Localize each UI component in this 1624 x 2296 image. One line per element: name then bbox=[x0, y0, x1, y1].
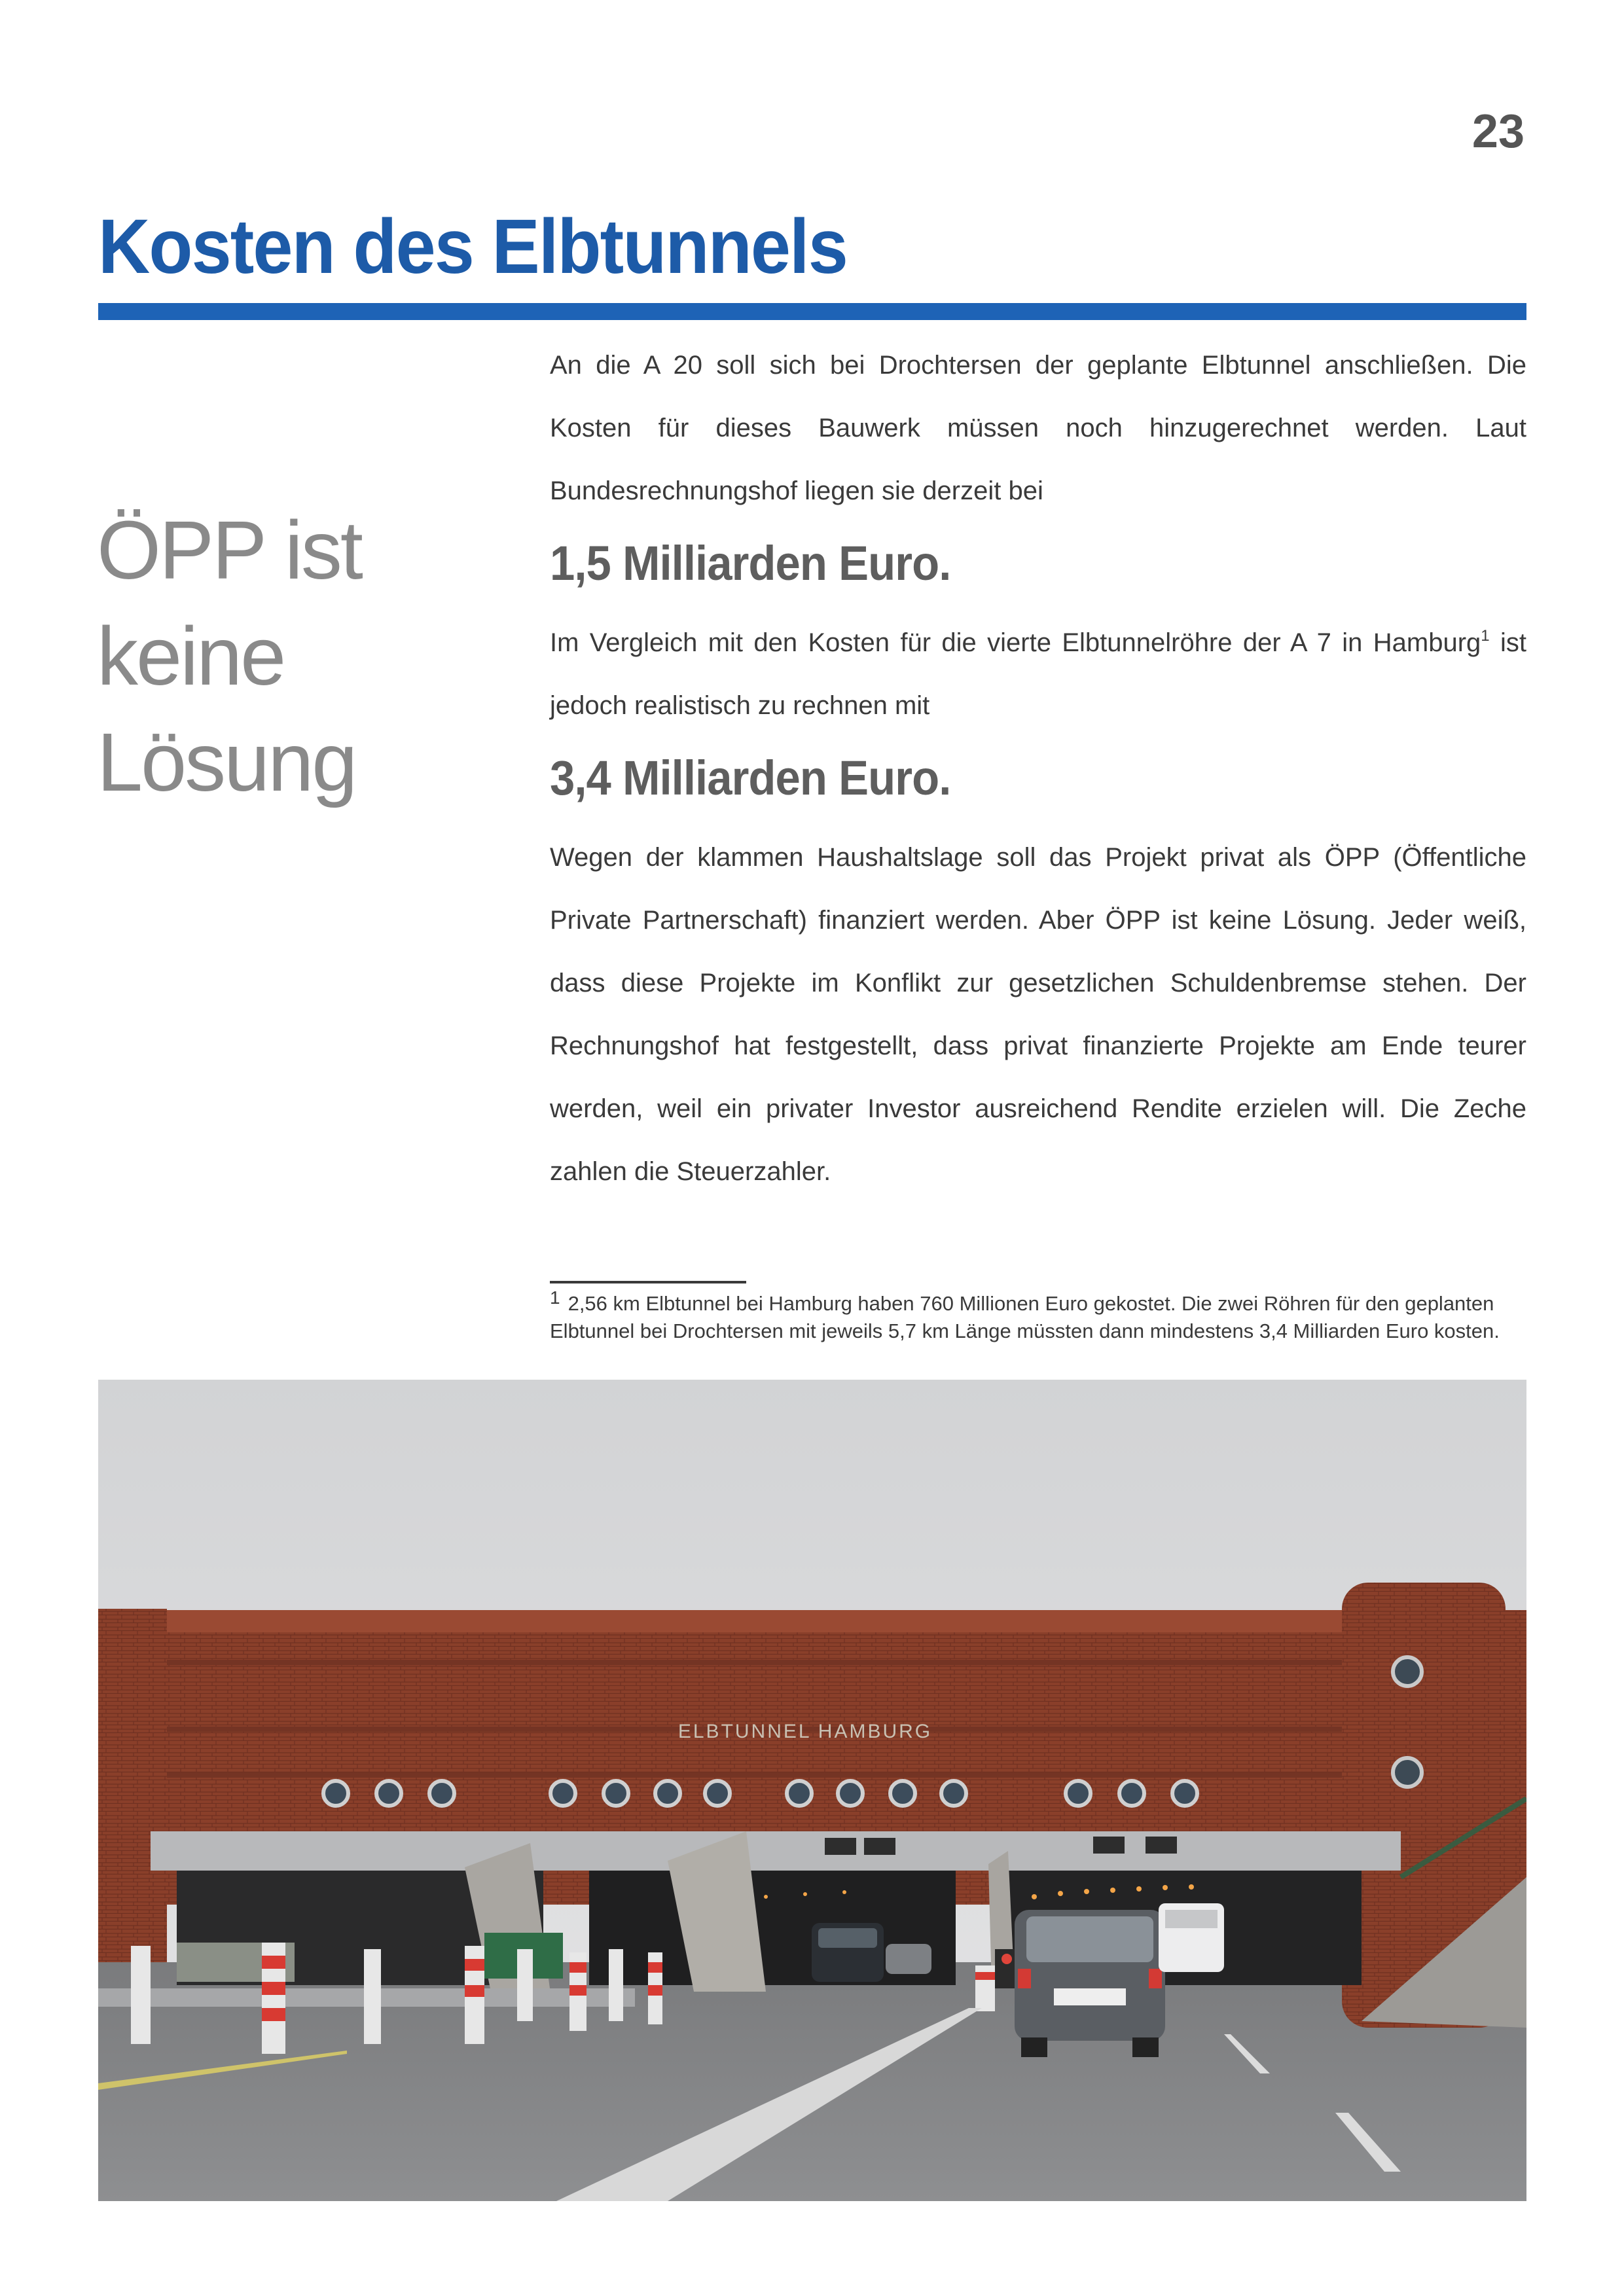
intro-paragraph: An die A 20 soll sich bei Drochtersen der geplante Elbtunnel anschließen. Die Kosten für dieses Bauwerk müssen noch hinzugerechnet werden. Laut Bundesrechnungshof liegen sie derzeit bei bbox=[550, 351, 1526, 505]
pull-quote-line-3: Lösung bbox=[97, 716, 356, 808]
pull-quote bbox=[97, 497, 361, 816]
footnote-marker: 1 bbox=[550, 1287, 560, 1308]
lane-signal bbox=[1093, 1837, 1125, 1854]
body-column bbox=[550, 334, 1526, 1203]
page-title: Kosten des Elbtunnels bbox=[98, 204, 847, 290]
car-silver-minivan bbox=[1015, 1910, 1165, 2057]
pull-quote-line-2: keine bbox=[97, 610, 285, 702]
footnote-text: 2,56 km Elbtunnel bei Hamburg haben 760 Millionen Euro gekostet. Die zwei Röhren für den geplanten Elbtunnel bei Drochtersen mit jeweils 5,7 km Länge müssten dann mindestens 3,4 Milliarden Euro kosten. bbox=[550, 1292, 1500, 1342]
car-small bbox=[886, 1944, 931, 1974]
tower-window bbox=[1393, 1657, 1422, 1686]
comparison-text: Im Vergleich mit den Kosten für die vierte Elbtunnelröhre der A 7 in Hamburg bbox=[550, 628, 1481, 657]
facade-cornice bbox=[164, 1610, 1440, 1632]
white-van bbox=[1159, 1903, 1224, 1972]
left-tower bbox=[98, 1609, 167, 1962]
tower-window bbox=[1393, 1758, 1422, 1787]
facade-sign: ELBTUNNEL HAMBURG bbox=[677, 1721, 933, 1742]
comparison-text-end: ist jedoch realistisch zu rechnen mit bbox=[550, 628, 1527, 720]
footnote-rule bbox=[550, 1281, 746, 1283]
conclusion-paragraph: Wegen der klammen Haushaltslage soll das Projekt privat als ÖPP (Öffentliche Private Partnerschaft) finanziert werden. Aber ÖPP ist keine Lösung. Jeder weiß, dass diese Projekte im Konflikt zur gesetzlichen Schuldenbremse stehen. Der Rechnungshof hat festgestellt, dass privat finanzierte Projekte am Ende teurer werden, weil ein privater Investor ausreichend Rendite erzielen will. Die Zeche zahlen die Steuerzahler. bbox=[550, 843, 1526, 1186]
comparison-paragraph bbox=[550, 611, 1526, 737]
facade-band bbox=[164, 1660, 1342, 1665]
footnote-reference[interactable]: 1 bbox=[1481, 627, 1490, 645]
pull-quote-line-1: ÖPP ist bbox=[97, 504, 361, 596]
cost-figure-realistic: 3,4 Milliarden Euro. bbox=[550, 751, 951, 805]
lane-signal bbox=[825, 1838, 856, 1855]
car-dark-suv bbox=[812, 1923, 884, 1982]
footnote bbox=[550, 1284, 1519, 1345]
lane-signal bbox=[1146, 1837, 1177, 1854]
tunnel-opening bbox=[151, 1831, 1401, 1871]
elbtunnel-photo bbox=[98, 1380, 1526, 2201]
title-rule bbox=[98, 303, 1526, 320]
lane-signal bbox=[864, 1838, 895, 1855]
facade-band-3 bbox=[164, 1772, 1342, 1778]
cost-figure-official: 1,5 Milliarden Euro. bbox=[550, 536, 951, 590]
elbtunnel-photo-svg bbox=[98, 1380, 1526, 2201]
page-number: 23 bbox=[1471, 105, 1525, 158]
